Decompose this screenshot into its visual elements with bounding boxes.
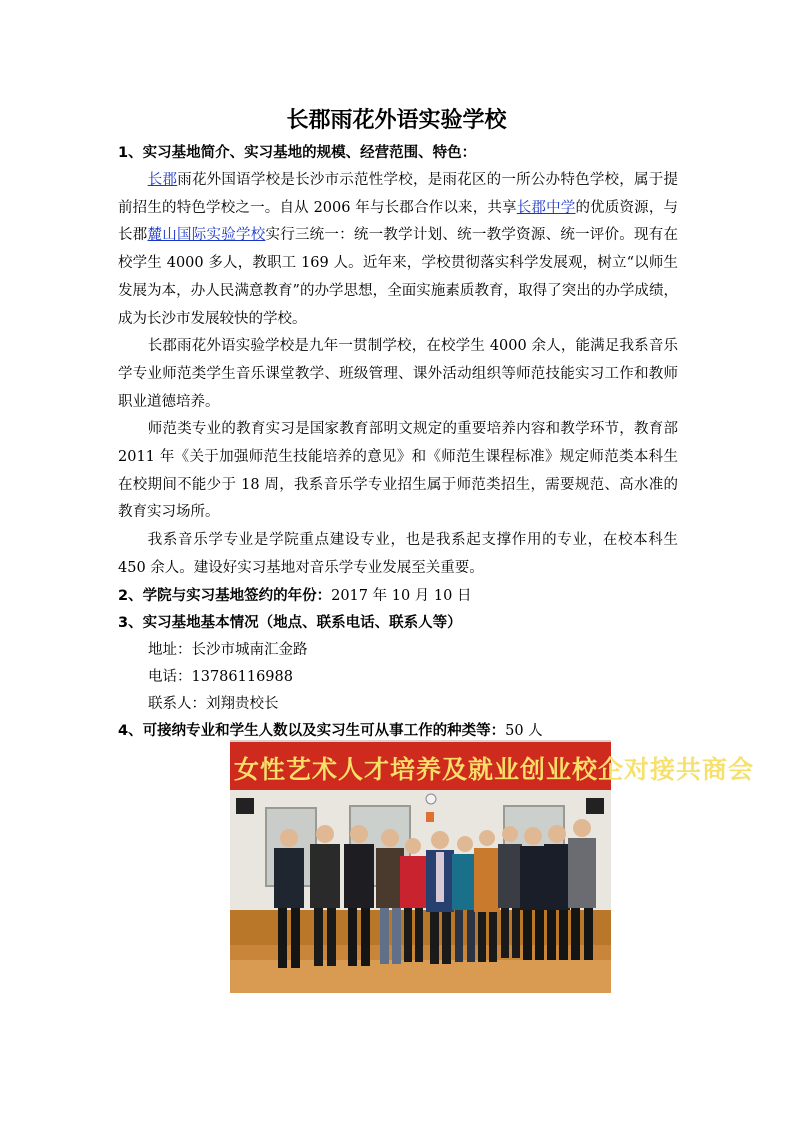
address-line: 地址：长沙市城南汇金路 xyxy=(148,641,308,658)
group-photo xyxy=(230,740,755,993)
link-lushan-school[interactable]: 麓山国际实验学校 xyxy=(147,227,266,244)
link-changjun-middle-school[interactable]: 长郡中学 xyxy=(516,199,576,216)
page-title: 长郡雨花外语实验学校 xyxy=(286,108,507,133)
link-changjun[interactable]: 长郡 xyxy=(147,172,178,188)
section-3-heading: 3、实习基地基本情况（地点、联系电话、联系人等） xyxy=(118,614,462,631)
paragraph-education-practice: 师范类专业的教育实习是国家教育部明文规定的重要培养内容和教学环节，教育部 2011 年《关于加强师范生技能培养的意见》和《师范生课程标准》规定师范类本科生在校期间不能少于 18 周，我系音乐学专业招生属于师范类招生，需要规范、高水准的教育实习场所。 xyxy=(118,421,678,521)
paragraph-school-capacity: 长郡雨花外语实验学校是九年一贯制学校，在校学生 4000 余人，能满足我系音乐学专业师范类学生音乐课堂教学、班级管理、课外活动组织等师范技能实习工作和教师职业道德培养。 xyxy=(118,338,678,410)
photo-banner-text: 女性艺术人才培养及就业创业校企对接共商会 xyxy=(234,755,755,784)
intro-text-2: 的优质资源，与长郡 xyxy=(118,199,679,244)
section-4-label: 4、可接纳专业和学生人数以及实习生可从事工作的种类等： xyxy=(118,722,506,739)
student-capacity: 50 人 xyxy=(505,722,543,739)
paragraph-music-major: 我系音乐学专业是学院重点建设专业，也是我系起支撑作用的专业，在校本科生 450 余人。建设好实习基地对音乐学专业发展至关重要。 xyxy=(118,532,678,576)
intro-text-1: 雨花外国语学校是长沙市示范性学校，是雨花区的一所公办特色学校，属于提前招生的特色学校之一。自从 2006 年与长郡合作以来，共享 xyxy=(118,172,679,216)
section-2-label: 2、学院与实习基地签约的年份： xyxy=(118,587,332,604)
phone-line: 电话：13786116988 xyxy=(148,668,293,685)
contact-line: 联系人：刘翔贵校长 xyxy=(148,695,279,712)
document-body xyxy=(118,140,678,745)
section-1-heading: 1、实习基地简介、实习基地的规模、经营范围、特色： xyxy=(118,145,477,161)
intro-text-3: 实行三统一：统一教学计划、统一教学资源、统一评价。现有在校学生 4000 多人，教职工 169 人。近年来，学校贯彻落实科学发展观，树立“以师生发展为本，办人民满意教育”的办学思想，全面实施素质教育，取得了突出的办学成绩，成为长沙市发展较快的学校。 xyxy=(118,227,679,327)
paragraph-intro xyxy=(118,167,678,333)
section-2-heading xyxy=(118,583,678,610)
signing-date: 2017 年 10 月 10 日 xyxy=(331,587,472,604)
